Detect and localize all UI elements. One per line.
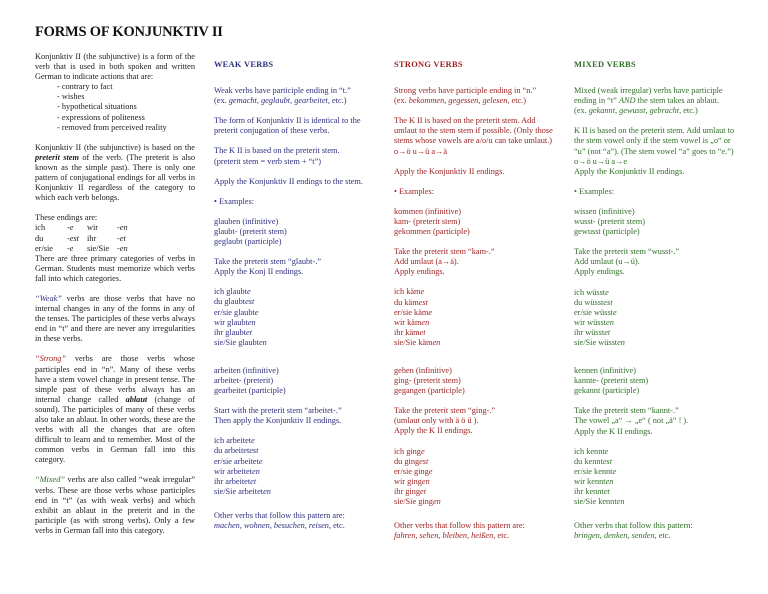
weak-example-1-steps: Take the preterit stem “glaubt-.” Apply the Konj II endings.	[214, 257, 322, 277]
list-item: - wishes	[57, 92, 85, 102]
list-item: - expressions of politeness	[57, 112, 145, 122]
mixed-apply: Apply the Konjunktiv II endings.	[574, 166, 685, 176]
intro-paragraph: Konjunktiv II (the subjunctive) is a form of the verb that is used in both spoken and written German to indicate actions that are:	[35, 52, 195, 82]
list-item: - hypothetical situations	[57, 102, 137, 112]
strong-rule: The K II is based on the preterit stem. Add umlaut to the stem stem if possible. (Only those stems whose vowels are a/o/u can take umlaut.) o→ö u→ü a→ä	[394, 116, 553, 156]
strong-verbs-column	[394, 60, 560, 541]
mixed-example-2-steps: Take the preterit stem “kannt-.” The vowel „a“ → „e“ ( not „ä“ ! ). Apply the K II endings.	[574, 406, 689, 436]
strong-example-2-conjugation: ich ginge du gingest er/sie ginge wir gingen ihr ginget sie/Sie gingen	[394, 446, 441, 506]
strong-example-2-steps: Take the preterit stem “ging-.” (umlaut only with ä ö ü ). Apply the K II endings.	[394, 406, 496, 436]
weak-other-verbs: Other verbs that follow this pattern are: machen, wohnen, besuchen, reisen, etc.	[214, 510, 345, 530]
page-title: FORMS OF KONJUNKTIV II	[35, 24, 223, 40]
weak-heading: WEAK VERBS	[214, 60, 274, 69]
weak-examples-label: • Examples:	[214, 196, 255, 206]
weak-example-2-conjugation: ich arbeitete du arbeitetest er/sie arbeitete wir arbeiteten ihr arbeitetet sie/Sie arbeiteten	[214, 436, 271, 496]
mixed-example-2-conjugation: ich kennte du kenntest er/sie kennte wir kennten ihr kenntet sie/Sie kennten	[574, 446, 625, 507]
strong-example-1-steps: Take the preterit stem “kam-.” Add umlaut (a→ä). Apply endings.	[394, 247, 495, 277]
intro-column	[35, 52, 195, 546]
weak-verbs-column	[214, 60, 380, 531]
weak-example-1-forms: glauben (infinitive) glaubt- (preterit stem) geglaubt (participle)	[214, 216, 287, 247]
strong-example-2-forms: gehen (infinitive) ging- (preterit stem) gegangen (participle)	[394, 365, 465, 396]
weak-example-2-forms: arbeiten (infinitive) arbeitet- (preterit) gearbeitet (participle)	[214, 365, 286, 396]
preterit-paragraph: Konjunktiv II (the subjunctive) is based on the preterit stem of the verb. (The preterit is also known as the simple past). There is only one pattern of conjugational endings for all verbs in Konjunktiv II regardless of the category to which each verb belongs.	[35, 142, 196, 203]
mixed-heading: MIXED VERBS	[574, 60, 637, 69]
weak-definition: Weak verbs have participle ending in “t.” (ex. gemacht, geglaubt, gearbeitet, etc.)	[214, 86, 351, 106]
strong-description: “Strong” verbs are those verbs whose participles end in “n”. Many of these verbs have a stem vowel change in present tense. The simple past of these verbs always has an internal change called ablaut (change of sound). The participles of many of these verbs also take an ablaut. In other words, these are the verbs with all the changes that are often difficult to learn and to remember. Most of the common verbs in German fall into this category.	[35, 354, 196, 465]
weak-example-2-steps: Start with the preterit stem “arbeitet-.” Then apply the Konjunktiv II endings.	[214, 406, 342, 426]
strong-example-1-forms: kommen (infinitive) kam- (preterit stem) gekommen (participle)	[394, 206, 470, 237]
weak-stem-rule: The K II is based on the preterit stem. (preterit stem = verb stem + “t”)	[214, 146, 340, 166]
list-item: - removed from perceived reality	[57, 122, 167, 132]
strong-other-verbs: Other verbs that follow this pattern are: fahren, sehen, bleiben, heißen, etc.	[394, 521, 525, 541]
endings-table: ich -e wir -en du -est ihr -et er/sie -e sie/Sie -en	[35, 223, 128, 253]
mixed-other-verbs: Other verbs that follow this pattern: bringen, denken, senden, etc.	[574, 521, 693, 541]
mixed-example-1-forms: wissen (infinitive) wusst- (preterit stem) gewusst (participle)	[574, 206, 645, 237]
mixed-example-1-steps: Take the preterit stem “wusst-.” Add umlaut (u→ü). Apply endings.	[574, 247, 680, 277]
endings-label: These endings are:	[35, 213, 98, 223]
weak-rule: The form of Konjunktiv II is identical to the preterit conjugation of these verbs.	[214, 116, 361, 136]
strong-heading: STRONG VERBS	[394, 60, 463, 69]
strong-examples-label: • Examples:	[394, 186, 435, 196]
strong-example-1-conjugation: ich käme du kämest er/sie käme wir kämen ihr kämet sie/Sie kämen	[394, 287, 441, 347]
mixed-verbs-column	[574, 60, 740, 541]
mixed-rule: K II is based on the preterit stem. Add umlaut to the stem vowel only if the stem vowel is „o“ or “u” (not “a”). (The stem vowel “a” goes to “e.”) o→ö u→ü a→e	[574, 126, 735, 166]
mixed-examples-label: • Examples:	[574, 186, 615, 196]
mixed-example-2-forms: kennen (infinitive) kannte- (preterit stem) gekannt (participle)	[574, 366, 649, 396]
ablaut-term: ablaut	[125, 394, 148, 404]
strong-apply: Apply the Konjunktiv II endings.	[394, 166, 505, 176]
categories-paragraph: There are three primary categories of verbs in German. Students must memorize which verbs fall into which categories.	[35, 253, 195, 283]
weak-apply: Apply the Konjunktiv II endings to the stem.	[214, 176, 363, 186]
mixed-description: “Mixed” verbs are also called “weak irregular” verbs. These are those verbs whose participles end in “t” (as with weak verbs) and which exhibit an ablaut in the preterit and in the participle (as with strong verbs). Only a few verbs in German fall into this category.	[35, 475, 196, 535]
uses-list	[35, 82, 195, 132]
mixed-example-1-conjugation: ich wüsste du wüsstest er/sie wüsste wir wüssten ihr wüsstet sie/Sie wüssten	[574, 287, 625, 347]
preterit-stem-term: preterit stem	[35, 152, 79, 162]
mixed-definition: Mixed (weak irregular) verbs have participle ending in “t” AND the stem takes an ablaut. (ex. gekannt, gewusst, gebracht, etc.)	[574, 86, 723, 116]
weak-description: “Weak” verbs are those verbs that have no internal changes in any of the forms in any of the tenses. The participles of these verbs always end in “t” and there are never any irregularities in these verbs.	[35, 293, 195, 344]
strong-definition: Strong verbs have participle ending in “n.” (ex. bekommen, gegessen, gelesen, etc.)	[394, 86, 537, 106]
weak-example-1-conjugation: ich glaubte du glaubtest er/sie glaubte wir glaubten ihr glaubtet sie/Sie glaubten	[214, 287, 267, 347]
list-item: - contrary to fact	[57, 82, 113, 92]
